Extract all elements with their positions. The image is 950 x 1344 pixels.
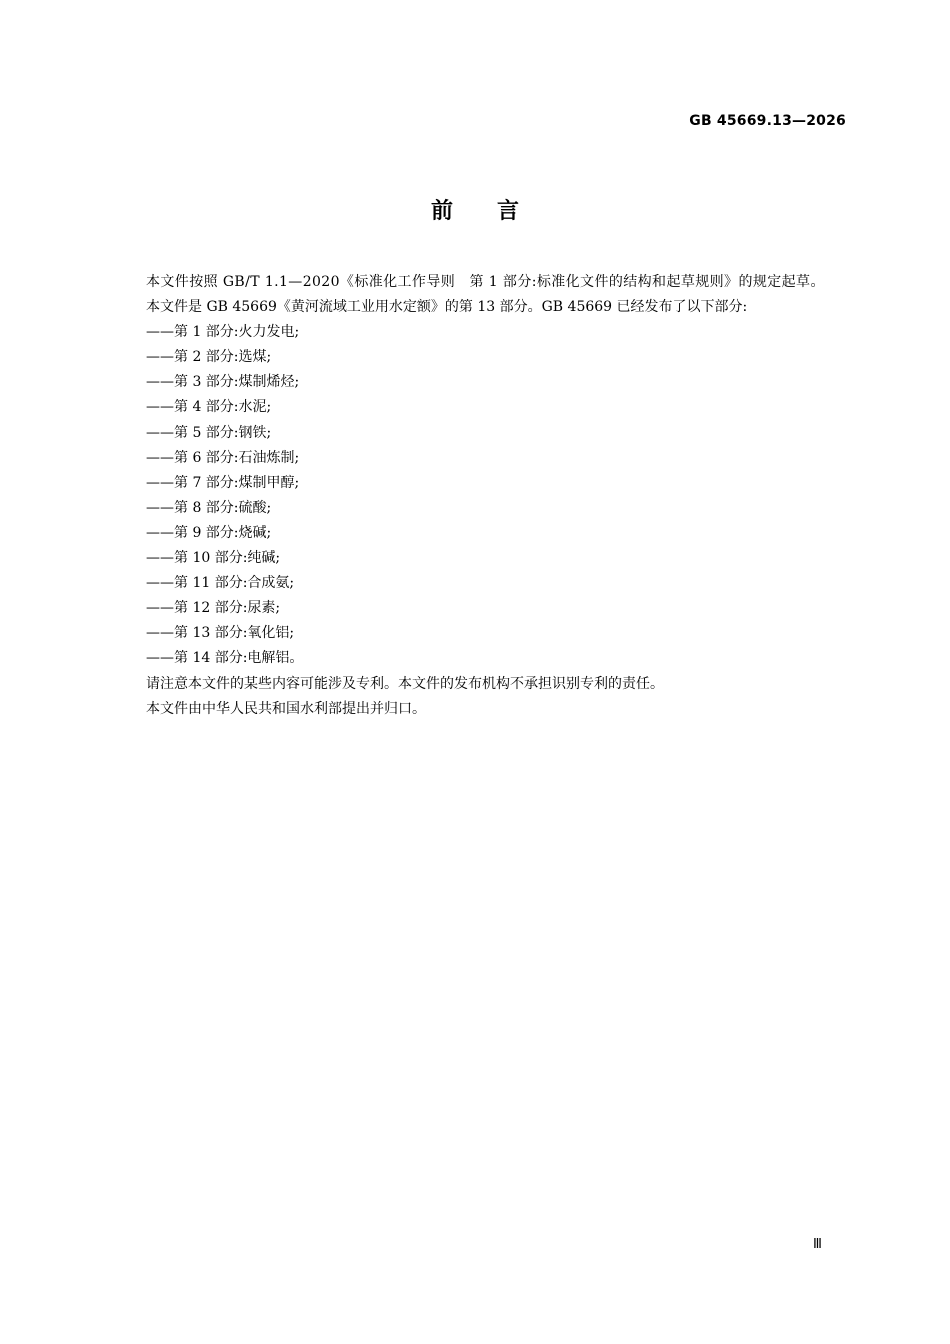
list-item: ——第 2 部分:选煤; (146, 349, 272, 366)
paragraph-patent-notice: 请注意本文件的某些内容可能涉及专利。本文件的发布机构不承担识别专利的责任。 (146, 675, 664, 692)
list-item: ——第 7 部分:煤制甲醇; (146, 474, 300, 491)
paragraph-part-intro: 本文件是 GB 45669《黄河流域工业用水定额》的第 13 部分。GB 45669 已经发布了以下部分: (146, 299, 748, 316)
list-item: ——第 1 部分:火力发电; (146, 324, 300, 341)
paragraph-proposer: 本文件由中华人民共和国水利部提出并归口。 (146, 700, 426, 717)
list-item: ——第 4 部分:水泥; (146, 399, 272, 416)
list-item: ——第 6 部分:石油炼制; (146, 449, 300, 466)
list-item: ——第 9 部分:烧碱; (146, 524, 272, 541)
list-item: ——第 14 部分:电解铝。 (146, 650, 304, 667)
document-body (113, 270, 847, 722)
page-number: Ⅲ (813, 1237, 822, 1252)
list-item: ——第 3 部分:煤制烯烃; (146, 374, 300, 391)
part-list (113, 320, 847, 671)
list-item: ——第 5 部分:钢铁; (146, 424, 272, 441)
paragraph-drafting-rules: 本文件按照 GB/T 1.1—2020《标准化工作导则 第 1 部分:标准化文件的结构和起草规则》的规定起草。 (146, 274, 825, 290)
standard-number: GB 45669.13—2026 (689, 113, 846, 129)
page-title: 前 言 (430, 199, 519, 224)
list-item: ——第 10 部分:纯碱; (146, 550, 281, 567)
list-item: ——第 12 部分:尿素; (146, 600, 281, 617)
list-item: ——第 11 部分:合成氨; (146, 575, 295, 592)
list-item: ——第 13 部分:氧化铝; (146, 625, 295, 642)
list-item: ——第 8 部分:硫酸; (146, 499, 272, 516)
